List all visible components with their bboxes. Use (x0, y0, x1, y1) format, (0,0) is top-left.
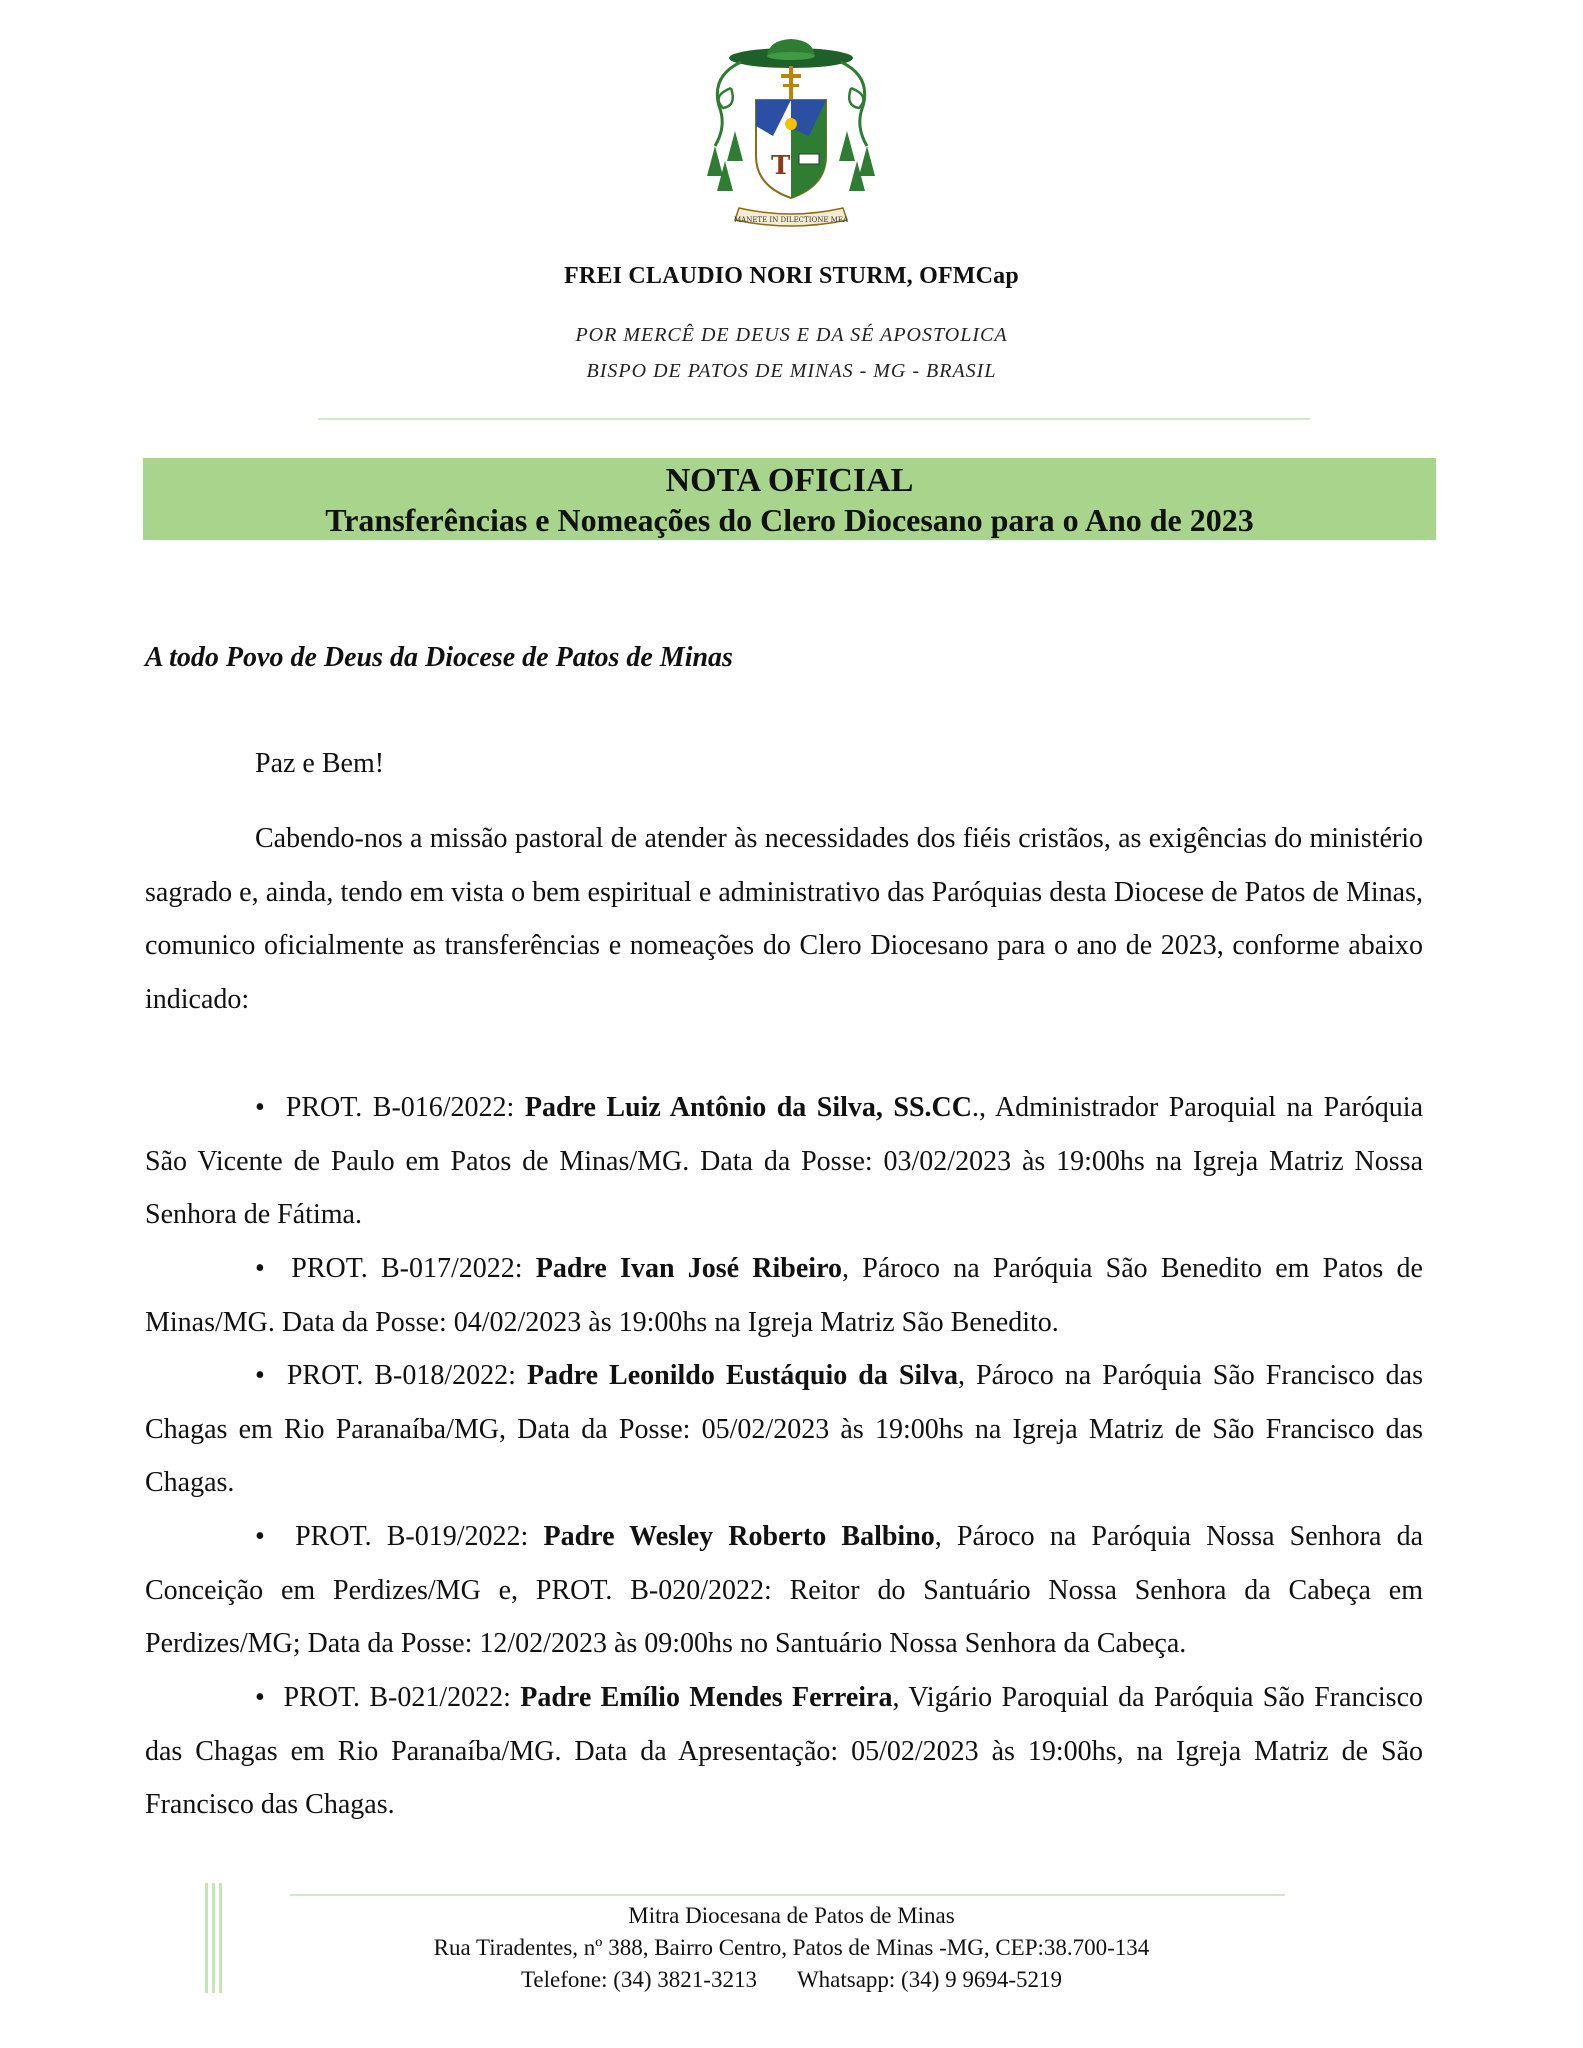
banner-subtitle: Transferências e Nomeações do Clero Diocesano para o Ano de 2023 (325, 502, 1254, 538)
greeting: Paz e Bem! (255, 748, 385, 779)
protocol-number: PROT. B-021/2022: (283, 1682, 521, 1713)
official-note-banner (143, 458, 1436, 540)
footer-whatsapp: Whatsapp: (34) 9 9694-5219 (796, 1967, 1063, 1992)
footer-address: Rua Tiradentes, nº 388, Bairro Centro, Patos de Minas -MG, CEP:38.700-134 (433, 1935, 1150, 1960)
priest-name: Padre Luiz Antônio da Silva, SS.CC (524, 1092, 972, 1123)
bishop-title-line-1: POR MERCÊ DE DEUS E DA SÉ APOSTOLICA (575, 324, 1008, 346)
list-item (145, 1349, 1423, 1510)
footer-contacts (0, 1967, 1583, 1993)
header-divider (318, 418, 1310, 420)
footer-divider (290, 1894, 1285, 1896)
protocol-number: PROT. B-019/2022: (295, 1521, 544, 1552)
bullet: • (255, 1360, 265, 1391)
priest-name: Padre Emílio Mendes Ferreira (520, 1682, 893, 1713)
footer-phone: Telefone: (34) 3821-3213 (520, 1967, 757, 1992)
bullet: • (255, 1092, 265, 1123)
protocol-number: PROT. B-016/2022: (285, 1092, 525, 1123)
protocol-number: PROT. B-018/2022: (286, 1360, 527, 1391)
svg-text:T: T (771, 151, 791, 181)
motto-text: MANETE IN DILECTIONE MEA (733, 216, 849, 224)
bishop-title-line-2: BISPO DE PATOS DE MINAS - MG - BRASIL (586, 360, 997, 382)
priest-name: Padre Wesley Roberto Balbino (543, 1521, 935, 1552)
list-item (145, 1671, 1423, 1832)
salutation: A todo Povo de Deus da Diocese de Patos de Minas (145, 642, 733, 673)
appointment-details: ., Administrador Paroquial na Paróquia São Vicente de Paulo em Patos de Minas/MG. Data da Posse: 03/02/2023 às 19:00hs na Igreja Matriz Nossa Senhora de Fátima. (145, 1092, 1423, 1230)
protocol-number: PROT. B-017/2022: (291, 1253, 536, 1284)
list-item (145, 1242, 1423, 1349)
appointment-details: , Pároco na Paróquia Nossa Senhora da Conceição em Perdizes/MG e, PROT. B-020/2022: Reitor do Santuário Nossa Senhora da Cabeça em Perdizes/MG; Data da Posse: 12/02/2023 às 09:00hs no Santuário Nossa Senhora da Cabeça. (145, 1521, 1424, 1659)
banner-title: NOTA OFICIAL (665, 462, 914, 499)
appointment-details: , Pároco na Paróquia São Benedito em Patos de Minas/MG. Data da Posse: 04/02/2023 às 19:00hs na Igreja Matriz São Benedito. (145, 1253, 1423, 1338)
list-item (145, 1510, 1423, 1671)
priest-name: Padre Ivan José Ribeiro (535, 1253, 843, 1284)
intro-paragraph: Cabendo-nos a missão pastoral de atender às necessidades dos fiéis cristãos, as exigências do ministério sagrado e, ainda, tendo em vista o bem espiritual e administrativo das Paróquias desta Diocese de Patos de Minas, comunico oficialmente as transferências e nomeações do Clero Diocesano para o ano de 2023, conforme abaixo indicado: (145, 823, 1423, 1015)
bishop-name: FREI CLAUDIO NORI STURM, OFMCap (564, 263, 1019, 289)
bullet: • (255, 1682, 265, 1713)
footer-organization: Mitra Diocesana de Patos de Minas (628, 1903, 955, 1928)
appointment-details: , Vigário Paroquial da Paróquia São Francisco das Chagas em Rio Paranaíba/MG. Data da Apresentação: 05/02/2023 às 19:00hs, na Igreja Matriz de São Francisco das Chagas. (145, 1682, 1424, 1820)
priest-name: Padre Leonildo Eustáquio da Silva (526, 1360, 958, 1391)
appointment-details: , Pároco na Paróquia São Francisco das Chagas em Rio Paranaíba/MG, Data da Posse: 05/02/2023 às 19:00hs na Igreja Matriz de São Francisco das Chagas. (145, 1360, 1424, 1498)
list-item (145, 1081, 1423, 1242)
bullet: • (255, 1521, 265, 1552)
episcopal-coat-of-arms-icon (701, 36, 881, 236)
bullet: • (255, 1253, 265, 1284)
